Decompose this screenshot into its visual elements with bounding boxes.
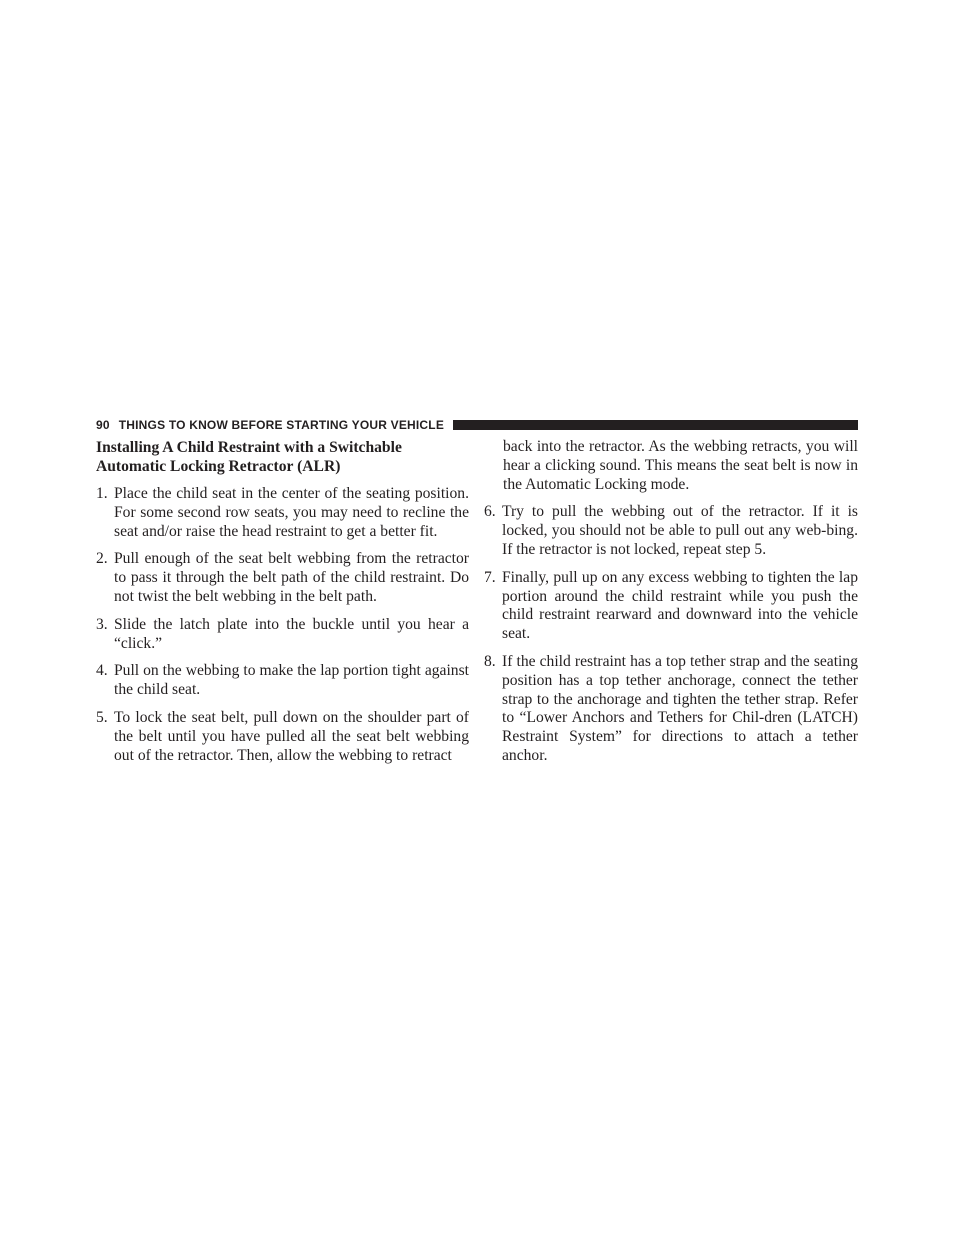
step-1 xyxy=(96,485,469,541)
step-4 xyxy=(96,662,469,700)
step-text: Pull on the webbing to make the lap portion tight against the child seat. xyxy=(114,662,469,699)
step-5-continuation: back into the retractor. As the webbing retracts, you will hear a clicking sound. This means the seat belt is now in the Automatic Locking mode. xyxy=(503,438,858,493)
section-heading-line-2: Automatic Locking Retractor (ALR) xyxy=(96,458,341,475)
step-6 xyxy=(484,503,858,559)
step-text: Slide the latch plate into the buckle until you hear a “click.” xyxy=(114,615,469,652)
page-number: 90 xyxy=(96,418,110,432)
step-7 xyxy=(484,569,858,644)
page-header xyxy=(96,416,858,434)
step-text: If the child restraint has a top tether strap and the seating position has a top tether anchorage, connect the tether strap to the anchorage and tighten the tether strap. Refer to “Lower Anchors and Tethers for Chil-dren (LATCH) Restraint System” for directions to attach a tether anchor. xyxy=(502,652,858,764)
left-column xyxy=(96,438,469,774)
step-3 xyxy=(96,616,469,654)
step-number: 6. xyxy=(484,503,496,521)
step-8 xyxy=(484,653,858,766)
step-number: 2. xyxy=(96,550,108,568)
step-number: 8. xyxy=(484,652,496,670)
step-number: 5. xyxy=(96,708,108,726)
step-5 xyxy=(96,709,469,765)
step-2 xyxy=(96,550,469,606)
step-text: Try to pull the webbing out of the retractor. If it is locked, you should not be able to pull out any web-bing. If the retractor is not locked, repeat step 5. xyxy=(502,503,858,558)
step-text: Finally, pull up on any excess webbing to tighten the lap portion around the child restraint while you push the child restraint rearward and downward into the vehicle seat. xyxy=(502,568,858,643)
section-heading xyxy=(96,438,469,476)
running-head: THINGS TO KNOW BEFORE STARTING YOUR VEHICLE xyxy=(118,418,445,432)
step-number: 1. xyxy=(96,485,108,502)
right-column xyxy=(484,438,858,775)
section-heading-line-1: Installing A Child Restraint with a Switchable xyxy=(96,439,402,456)
step-number: 4. xyxy=(96,662,108,680)
header-rule-bar xyxy=(453,420,858,430)
step-number: 7. xyxy=(484,568,496,586)
step-number: 3. xyxy=(96,615,108,633)
step-text: Place the child seat in the center of the seating position. For some second row seats, you may need to recline the seat and/or raise the head restraint to get a better fit. xyxy=(114,485,469,540)
step-text: To lock the seat belt, pull down on the shoulder part of the belt until you have pulled all the seat belt webbing out of the retractor. Then, allow the webbing to retract xyxy=(114,708,469,764)
step-text: Pull enough of the seat belt webbing from the retractor to pass it through the belt path of the child restraint. Do not twist the belt webbing in the belt path. xyxy=(114,550,469,605)
